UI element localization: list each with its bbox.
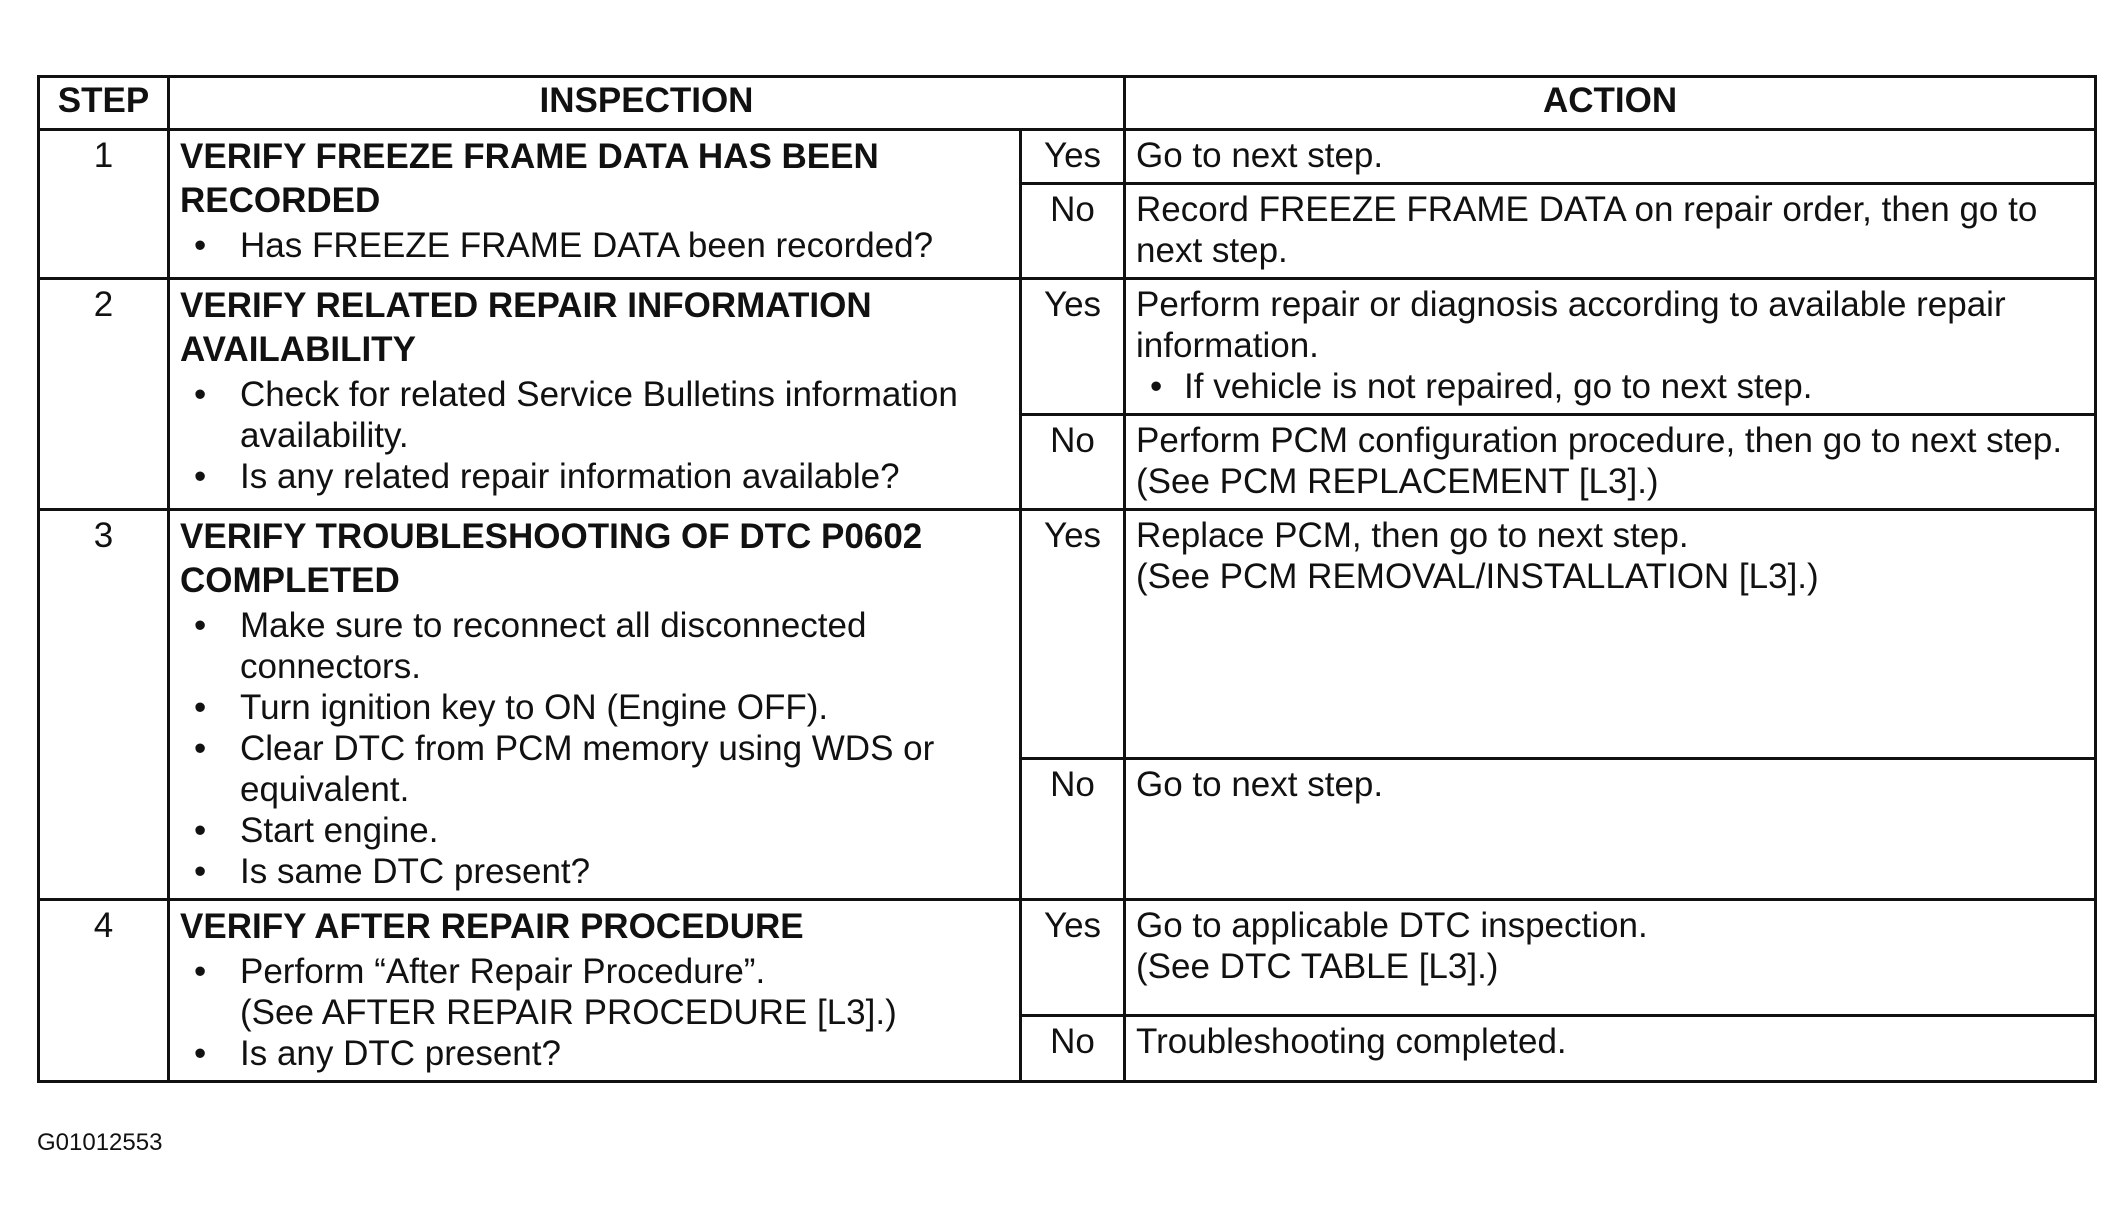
step-2-no-label: No — [1021, 415, 1125, 510]
step-3-no-action-line-1: Go to next step. — [1136, 764, 1384, 804]
step-1-number: 1 — [39, 130, 169, 279]
step-2-yes-action-line-1: Perform repair or diagnosis according to available repair information. — [1136, 285, 2006, 365]
step-3-no-action — [1125, 758, 2096, 899]
step-3-bullet-4: • Start engine. — [180, 810, 1009, 851]
step-2-bullet-2: • Is any related repair information available? — [180, 456, 1009, 497]
step-header: STEP — [39, 77, 169, 130]
inspection-header: INSPECTION — [169, 77, 1125, 130]
step-4-yes-action — [1125, 900, 2096, 1016]
diagnostic-table-container — [37, 75, 2094, 1083]
step-4-bullet-1-continuation: (See AFTER REPAIR PROCEDURE [L3].) — [240, 993, 897, 1032]
step-4-yes-row — [39, 900, 2096, 1016]
step-3-yes-action — [1125, 510, 2096, 759]
step-4-yes-action-line-1: Go to applicable DTC inspection. — [1136, 906, 1648, 945]
step-2-title: VERIFY RELATED REPAIR INFORMATION AVAILABILITY — [180, 286, 872, 369]
step-2-yes-label: Yes — [1021, 279, 1125, 415]
step-2-yes-action — [1125, 279, 2096, 415]
step-1-no-label: No — [1021, 184, 1125, 279]
step-2-bullets — [180, 374, 1009, 497]
step-4-no-action — [1125, 1016, 2096, 1082]
step-1-yes-action — [1125, 130, 2096, 184]
action-header: ACTION — [1125, 77, 2096, 130]
step-4-bullets-after — [180, 1033, 1009, 1074]
step-2-no-action — [1125, 415, 2096, 510]
step-3-yes-action-line-1: Replace PCM, then go to next step. — [1136, 516, 1689, 555]
step-4-no-action-line-1: Troubleshooting completed. — [1136, 1022, 1567, 1062]
step-2-yes-action-bullets — [1136, 366, 2084, 407]
step-3-no-label: No — [1021, 758, 1125, 899]
step-4-inspection — [169, 900, 1021, 1082]
step-1-yes-label: Yes — [1021, 130, 1125, 184]
step-1-title: VERIFY FREEZE FRAME DATA HAS BEEN RECORDED — [180, 137, 879, 220]
step-4-number: 4 — [39, 900, 169, 1082]
step-4-bullet-1: • Perform “After Repair Procedure”. — [180, 951, 1009, 992]
step-4-no-label: No — [1021, 1016, 1125, 1082]
step-3-bullet-3: • Clear DTC from PCM memory using WDS or equivalent. — [180, 728, 1009, 810]
step-3-bullet-2: • Turn ignition key to ON (Engine OFF). — [180, 687, 1009, 728]
step-1-no-action-line-1: Record FREEZE FRAME DATA on repair order, then go to next step. — [1136, 190, 2038, 270]
step-1-no-action — [1125, 184, 2096, 279]
step-4-bullet-2: • Is any DTC present? — [180, 1033, 1009, 1074]
step-3-bullet-1: • Make sure to reconnect all disconnected connectors. — [180, 605, 1009, 687]
step-4-bullets — [180, 951, 1009, 992]
step-3-title: VERIFY TROUBLESHOOTING OF DTC P0602 COMPLETED — [180, 517, 923, 600]
step-1-yes-row — [39, 130, 2096, 184]
step-4-yes-action-line-2: (See DTC TABLE [L3].) — [1136, 947, 1499, 986]
step-4-title: VERIFY AFTER REPAIR PROCEDURE — [180, 907, 804, 946]
step-3-bullet-5: • Is same DTC present? — [180, 851, 1009, 892]
step-3-yes-row — [39, 510, 2096, 759]
step-3-number: 3 — [39, 510, 169, 900]
step-3-inspection — [169, 510, 1021, 900]
step-2-number: 2 — [39, 279, 169, 510]
step-2-yes-action-bullet: • If vehicle is not repaired, go to next step. — [1136, 366, 2084, 407]
step-2-no-action-line-1: Perform PCM configuration procedure, then go to next step. — [1136, 421, 2063, 460]
diagnostic-procedure-table — [37, 75, 2097, 1083]
step-1-inspection — [169, 130, 1021, 279]
step-1-bullets — [180, 225, 1009, 266]
step-1-bullet-1: • Has FREEZE FRAME DATA been recorded? — [180, 225, 1009, 266]
step-2-yes-row — [39, 279, 2096, 415]
step-1-yes-action-line-1: Go to next step. — [1136, 136, 1384, 175]
figure-id: G01012553 — [37, 1129, 163, 1156]
step-3-yes-label: Yes — [1021, 510, 1125, 759]
step-3-bullets — [180, 605, 1009, 892]
header-row — [39, 77, 2096, 130]
step-2-bullet-1: • Check for related Service Bulletins information availability. — [180, 374, 1009, 456]
step-3-yes-action-line-2: (See PCM REMOVAL/INSTALLATION [L3].) — [1136, 557, 1819, 596]
step-4-yes-label: Yes — [1021, 900, 1125, 1016]
step-2-no-action-line-2: (See PCM REPLACEMENT [L3].) — [1136, 462, 1659, 501]
step-2-inspection — [169, 279, 1021, 510]
